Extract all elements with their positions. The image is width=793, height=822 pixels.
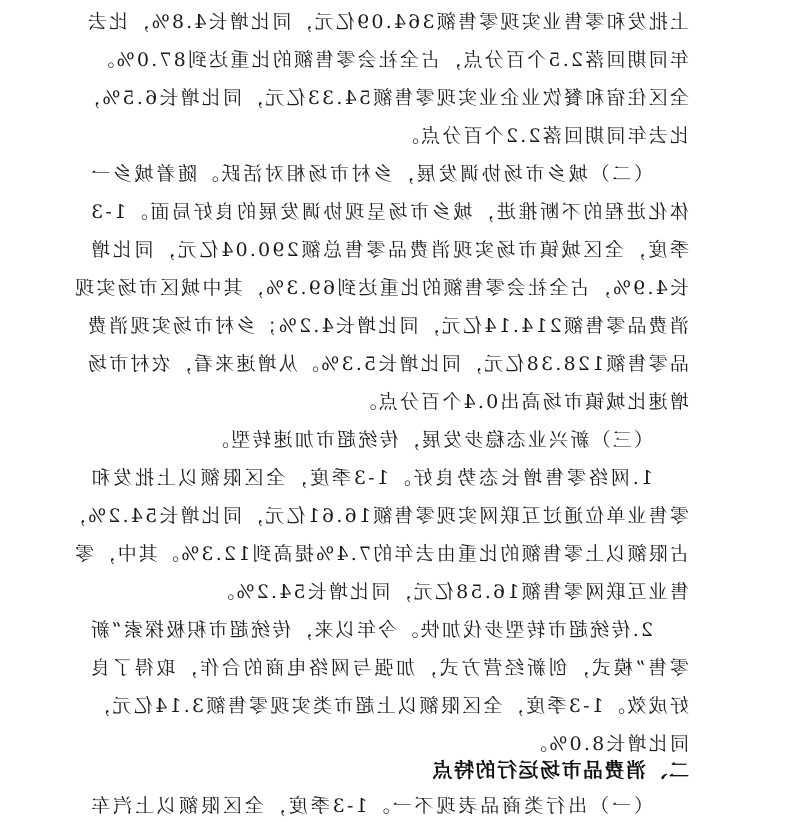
text-line-19: 好成效。1-3季度，全区限额以上超市类实现零售额3.14亿元，	[89, 695, 689, 717]
text-line-16: 售业互联网零售额16.58亿元，同比增长54.2%。	[213, 581, 689, 603]
text-line-2: 年同期回落2.5个百分点，占全社会零售额的比重达到87.0%。	[93, 49, 689, 71]
text-line-20: 同比增长8.0%。	[525, 733, 689, 755]
text-line-4: 比去年同期回落2.2个百分点。	[397, 125, 689, 147]
text-line-10: 品零售额128.38亿元，同比增长5.3%。从增速来看，农村市场	[85, 353, 689, 375]
text-line-1: 上批发和零售业实现零售额364.09亿元，同比增长4.8%，比去	[85, 11, 689, 33]
text-line-9: 消费品零售额214.14亿元，同比增长4.2%；乡村市场实现消费	[85, 315, 689, 337]
section-heading: 二、消费品市场运行的特点	[431, 758, 689, 782]
text-line-3: 全区住宿和餐饮业企业实现零售额54.33亿元，同比增长6.5%，	[78, 87, 689, 109]
text-line-13: 1.网络零售增长态势良好。1-3季度，全区限额以上批发和	[89, 467, 653, 489]
text-line-17: 2.传统超市转型步伐加快。今年以来，传统超市积极探索“新	[88, 619, 653, 641]
text-line-18: 零售”模式，创新经营方式，加强与网络电商的合作，取得了良	[89, 657, 689, 679]
text-line-14: 零售业单位通过互联网实现零售额16.61亿元，同比增长54.2%，	[64, 505, 689, 527]
text-line-11: 增速比城镇市场高出0.4个百分点。	[355, 391, 689, 413]
text-line-5: （二）城乡市场协调发展，乡村市场相对活跃。随着城乡一	[89, 163, 653, 185]
text-line-15: 占限额以上零售额的比重由去年的7.4%提高到12.3%。其中，零	[72, 543, 689, 565]
text-line-21: （一）出行类商品表现不一。1-3季度，全区限额以上汽车	[89, 795, 653, 817]
text-line-6: 体化进程的不断推进，城乡市场呈现协调发展的良好局面。1-3	[89, 201, 689, 223]
text-line-12: （三）新兴业态稳步发展，传统超市加速转型。	[207, 429, 653, 451]
text-line-8: 长4.9%，占全社会零售额的比重达到69.3%，其中城区市场实现	[72, 277, 689, 299]
text-line-7: 季度，全区城镇市场实现消费品零售总额290.04亿元，同比增	[89, 239, 689, 261]
